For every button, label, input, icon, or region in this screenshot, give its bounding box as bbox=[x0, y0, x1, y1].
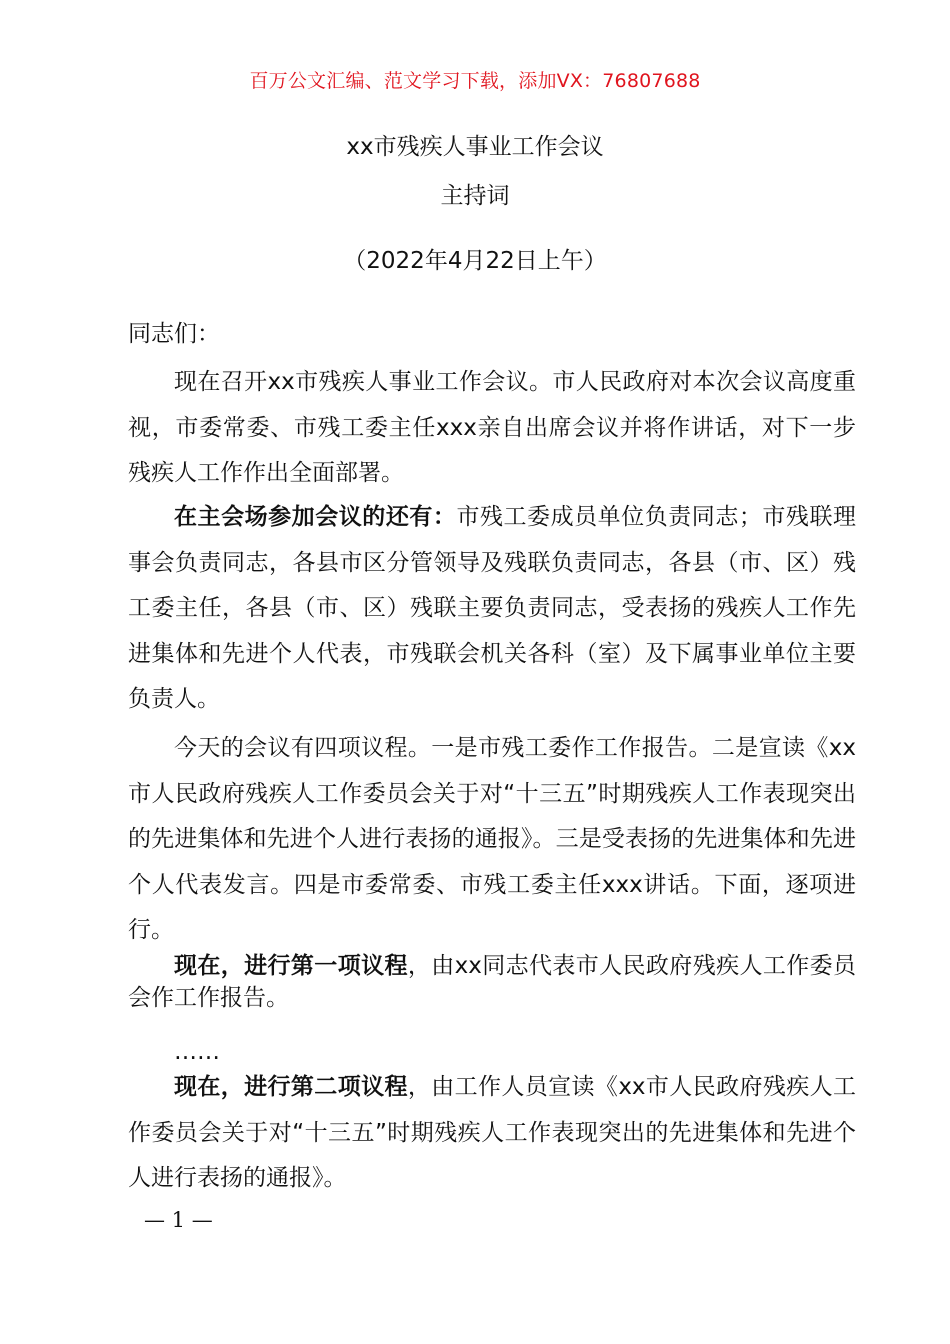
paragraph-rest: 市残工委成员单位负责同志；市残联理事会负责同志，各县市区分管领导及残联负责同志，各县（市、区）残工委主任，各县（市、区）残联主要负责同志，受表扬的残疾人工作先进集体和先进个人代表，市残联会机关各科（室）及下属事业单位主要负责人。 bbox=[128, 504, 857, 712]
paragraph-lead: 在主会场参加会议的还有： bbox=[174, 504, 457, 530]
ellipsis-text: …… bbox=[174, 1039, 220, 1065]
paragraph-text bbox=[128, 950, 856, 1014]
paragraph-attendees bbox=[128, 495, 856, 723]
page-number: — 1 — bbox=[144, 1208, 213, 1232]
paragraph-rest: ，由工作人员宣读《xx市人民政府残疾人工作委员会关于对“十三五”时期残疾人工作表现突出的先进集体和先进个人进行表扬的通报》。 bbox=[128, 1074, 857, 1191]
paragraph-lead: 现在，进行第二项议程 bbox=[174, 1074, 408, 1100]
paragraph-text: 现在召开xx市残疾人事业工作会议。市人民政府对本次会议高度重视，市委常委、市残工委主任xxx亲自出席会议并将作讲话，对下一步残疾人工作作出全面部署。 bbox=[128, 369, 856, 486]
paragraph-agenda bbox=[128, 726, 856, 954]
paragraph-text: 今天的会议有四项议程。一是市残工委作工作报告。二是宣读《xx市人民政府残疾人工作委员会关于对“十三五”时期残疾人工作表现突出的先进集体和先进个人进行表扬的通报》。三是受表扬的先进集体和先进个人代表发言。四是市委常委、市残工委主任xxx讲话。下面，逐项进行。 bbox=[128, 735, 856, 943]
document-subtitle: 主持词 bbox=[440, 183, 510, 209]
paragraph-opening bbox=[128, 360, 856, 497]
document-date: （2022年4月22日上午） bbox=[343, 248, 607, 274]
greeting-text: 同志们： bbox=[128, 321, 220, 347]
document-title: xx市残疾人事业工作会议 bbox=[346, 134, 604, 160]
paragraph-text bbox=[128, 1065, 856, 1202]
paragraph-lead: 现在，进行第一项议程 bbox=[174, 953, 408, 979]
greeting bbox=[128, 312, 856, 358]
paragraph-rest: ，由xx同志代表市人民政府残疾人工作委员会作工作报告。 bbox=[128, 953, 857, 1011]
paragraph-text bbox=[128, 495, 856, 723]
paragraph-item-one bbox=[128, 950, 856, 1014]
paragraph-item-two bbox=[128, 1065, 856, 1202]
header-note: 百万公文汇编、范文学习下载，添加VX：76807688 bbox=[249, 70, 701, 92]
